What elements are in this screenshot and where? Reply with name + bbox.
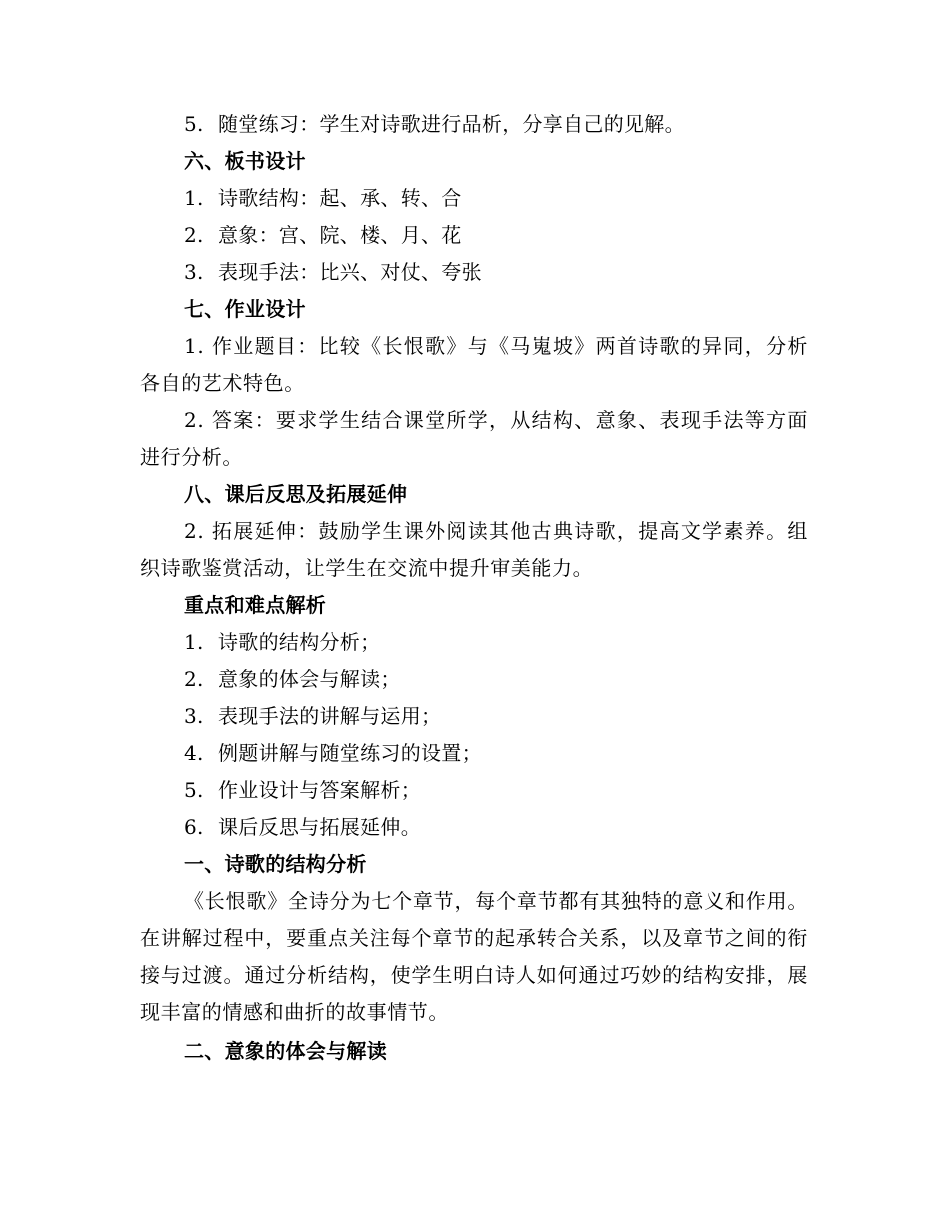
item-number: 1. [184, 630, 204, 654]
list-item [140, 217, 808, 254]
document-body [140, 106, 808, 1070]
item-text: 表现手法的讲解与运用； [218, 704, 442, 728]
list-item [140, 698, 808, 735]
section-heading-board-design: 六、板书设计 [184, 149, 306, 173]
section-heading-key-points: 重点和难点解析 [184, 593, 327, 617]
list-item [140, 624, 808, 661]
paragraph: 《长恨歌》全诗分为七个章节，每个章节都有其独特的意义和作用。在讲解过程中，要重点关注每个章节的起承转合关系，以及章节之间的衔接与过渡。通过分析结构，使学生明白诗人如何通过巧妙的结构安排，展现丰富的情感和曲折的故事情节。 [140, 889, 808, 1024]
section-heading-structure: 一、诗歌的结构分析 [184, 852, 367, 876]
item-text: 作业设计与答案解析； [218, 778, 421, 802]
list-item [140, 254, 808, 291]
item-number: 2. [184, 667, 204, 691]
list-item [140, 180, 808, 217]
list-item [140, 809, 808, 846]
paragraph: 2. 拓展延伸：鼓励学生课外阅读其他古典诗歌，提高文学素养。组织诗歌鉴赏活动，让学生在交流中提升审美能力。 [140, 519, 808, 580]
section-heading-imagery: 二、意象的体会与解读 [184, 1039, 387, 1063]
paragraph: 2. 答案：要求学生结合课堂所学，从结构、意象、表现手法等方面进行分析。 [140, 408, 808, 469]
section-heading-homework: 七、作业设计 [184, 297, 306, 321]
item-text: 意象的体会与解读； [218, 667, 401, 691]
item-number: 6. [184, 815, 204, 839]
paragraph: 1. 作业题目：比较《长恨歌》与《马嵬坡》两首诗歌的异同，分析各自的艺术特色。 [140, 334, 808, 395]
item-number: 2. [184, 223, 204, 247]
item-number: 3. [184, 260, 204, 284]
list-item [140, 661, 808, 698]
section-heading-reflection: 八、课后反思及拓展延伸 [184, 482, 408, 506]
item-number: 5. [184, 112, 204, 136]
list-item [140, 735, 808, 772]
item-text: 例题讲解与随堂练习的设置； [218, 741, 482, 765]
item-number: 5. [184, 778, 204, 802]
item-text: 表现手法：比兴、对仗、夸张 [218, 260, 482, 284]
item-number: 1. [184, 186, 204, 210]
item-text: 随堂练习：学生对诗歌进行品析，分享自己的见解。 [218, 112, 685, 136]
item-text: 意象：宫、院、楼、月、花 [218, 223, 462, 247]
list-item [140, 772, 808, 809]
list-item [140, 106, 808, 143]
item-text: 诗歌的结构分析； [218, 630, 381, 654]
item-number: 3. [184, 704, 204, 728]
item-text: 诗歌结构：起、承、转、合 [218, 186, 462, 210]
item-number: 4. [184, 741, 204, 765]
item-text: 课后反思与拓展延伸。 [218, 815, 421, 839]
